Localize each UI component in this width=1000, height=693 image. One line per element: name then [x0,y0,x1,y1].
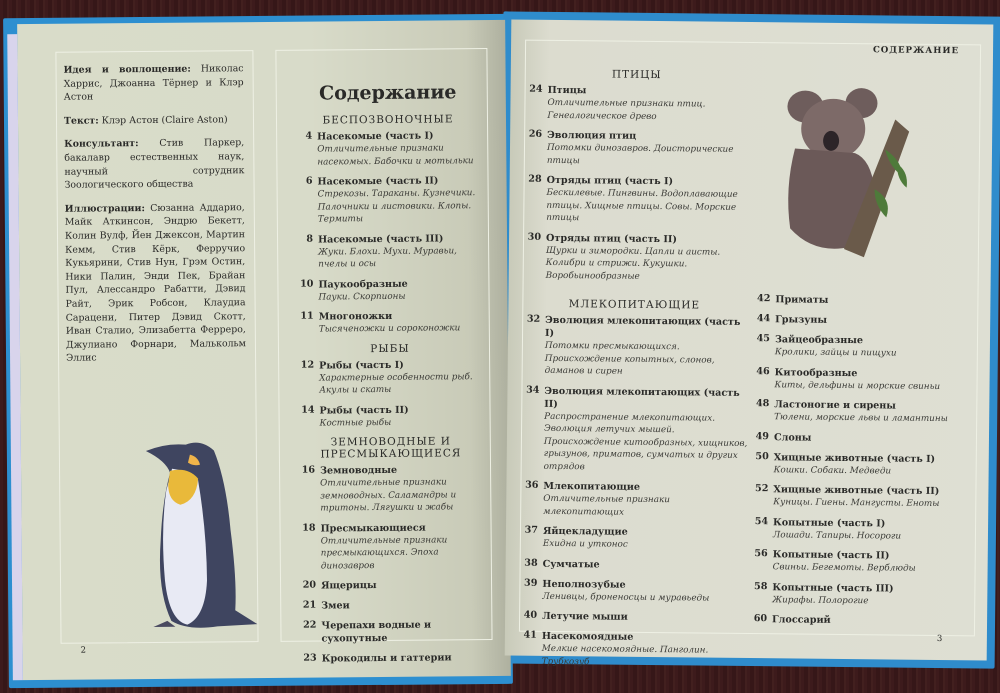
toc-entry[interactable]: 22 Черепахи водные и сухопутные [302,619,432,645]
toc-entry[interactable]: 52 Хищные животные (часть II) Куницы. Гиены. Мангусты. Еноты [755,483,940,510]
right-page [505,19,994,667]
toc-entry[interactable]: 54 Копытные (часть I) Лошади. Тапиры. Носороги [754,515,902,542]
section-heading: РЫБЫ [370,342,410,355]
toc-entry[interactable]: 23 Крокодилы и гаттерии [303,652,452,665]
toc-entry[interactable]: 28 Отряды птиц (часть I) Бескилевые. Пингвины. Водоплавающие птицы. Хищные птицы. Совы. Морские птицы [528,173,738,224]
toc-entry[interactable]: 26 Эволюция птиц Потомки динозавров. Доисторические птицы [528,128,734,166]
penguin-illustration [126,420,268,633]
toc-entry[interactable]: 49 Слоны [755,430,812,444]
toc-entry[interactable]: 50 Хищные животные (часть I) Кошки. Собаки. Медведи [755,450,936,476]
toc-entry[interactable]: 60 Глоссарий [753,613,831,626]
toc-entry[interactable]: 30 Отряды птиц (часть II) Щурки и зимородки. Цапли и аисты. Колибри и стрижи. Кукушки. Воробьинообразные [527,231,721,282]
section-heading: МЛЕКОПИТАЮЩИЕ [568,298,701,312]
toc-column-right [745,290,959,635]
toc-entry[interactable]: 46 Китообразные Киты, дельфины и морские свиньи [756,365,941,392]
toc-title: Содержание [318,81,457,105]
toc-entry[interactable]: 8 Насекомые (часть III) Жуки. Блохи. Мухи. Муравьи, пчелы и осы [306,232,457,270]
toc-entry[interactable]: 6 Насекомые (часть II) Стрекозы. Тараканы. Кузнечики. Палочники и листовики. Клопы. Термиты [305,175,476,225]
toc-column-middle [514,62,752,677]
toc-entry[interactable]: 11 Многоножки Тысяченожки и сороконожки [300,310,461,335]
section-heading: БЕСПОЗВОНОЧНЫЕ [322,113,454,127]
toc-entry[interactable]: 4 Насекомые (часть I) Отличительные признаки насекомых. Бабочки и мотыльки [305,130,474,168]
toc-entry[interactable]: 10 Паукообразные Пауки. Скорпионы [300,278,408,303]
toc-entry[interactable]: 24 Птицы Отличительные признаки птиц. Генеалогическое древо [529,83,706,122]
toc-entry[interactable]: 16 Земноводные Отличительные признаки земноводных. Саламандры и тритоны. Лягушки и жабы [301,464,457,514]
credits-block [63,62,246,375]
toc-entry[interactable]: 45 Зайцеобразные Кролики, зайцы и пищухи [756,333,897,359]
toc-entry[interactable]: 14 Рыбы (часть II) Костные рыбы [301,404,409,429]
toc-entry[interactable]: 36 Млекопитающие Отличительные признаки млекопитающих [525,479,670,518]
section-heading: ПТИЦЫ [611,68,662,82]
toc-entry[interactable]: 18 Пресмыкающиеся Отличительные признаки пресмыкающихся. Эпоха динозавров [302,522,448,572]
toc-entry[interactable]: 40 Летучие мыши [523,609,628,623]
toc-entry[interactable]: 34 Эволюция млекопитающих (часть II) Распространение млекопитающих. Эволюция летучих мышей. Происхождение китообразных, хищников, грызунов, приматов, сумчатых и других отрядов [526,384,748,472]
toc-entry[interactable]: 58 Копытные (часть III) Жирафы. Полорогие [754,580,894,606]
running-header: СОДЕРЖАНИЕ [872,45,960,57]
left-page [17,20,511,680]
toc-entry[interactable]: 42 Приматы [757,293,829,306]
credit-idea: Идея и воплощение: Николас Харрис, Джоанна Тёрнер и Клэр Астон [63,63,244,103]
toc-entry[interactable]: 20 Ящерицы [302,579,377,592]
toc-entry[interactable]: 39 Неполнозубые Ленивцы, броненосцы и муравьеды [524,577,710,604]
credit-consultant: Консультант: Стив Паркер, бакалавр естественных наук, научный сотрудник Зоологического общества [64,137,245,191]
toc-column-left [290,75,491,673]
toc-entry[interactable]: 12 Рыбы (часть I) Характерные особенности рыб. Акулы и скаты [300,359,473,396]
toc-entry[interactable]: 38 Сумчатые [524,557,600,570]
page-number-left: 2 [80,645,87,656]
credit-text: Текст: Клэр Астон (Claire Aston) [63,114,228,127]
koala-illustration [774,78,916,259]
credit-illustrations: Иллюстрации: Сюзанна Аддарио, Майк Аткинсон, Эндрю Бекетт, Колин Вулф, Йен Джексон, Мартин Кемм, Стив Кёрк, Ферручио Кукьярини, Стив Нун, Грэм Остин, Ники Палин, Энди Пек, Брайан Пул, Алессандро Рабатти, Дэвид Райт, Эрик Робсон, Клаудиа Сарацени, Питер Дэвид Скотт, Иван Сталио, Элизабетта Ферреро, Джулиано Форнари, Малькольм Эллис [64,201,246,365]
toc-entry[interactable]: 21 Змеи [302,599,350,612]
section-heading: ЗЕМНОВОДНЫЕ И ПРЕСМЫКАЮЩИЕСЯ [320,435,462,461]
toc-entry[interactable]: 32 Эволюция млекопитающих (часть I) Потомки пресмыкающихся. Происхождение копытных, слонов, даманов и сирен [526,313,741,377]
page-number-right: 3 [936,633,943,645]
toc-entry[interactable]: 41 Насекомоядные Мелкие насекомоядные. Панголин. Трубкозуб [523,629,709,667]
toc-entry[interactable]: 37 Яйцекладущие Ехидна и утконос [524,524,628,550]
toc-entry[interactable]: 44 Грызуны [756,313,828,326]
toc-entry[interactable]: 48 Ластоногие и сирены Тюлени, морские львы и ламантины [755,398,948,425]
toc-entry[interactable]: 56 Копытные (часть II) Свиньи. Бегемоты. Верблюды [754,548,916,574]
